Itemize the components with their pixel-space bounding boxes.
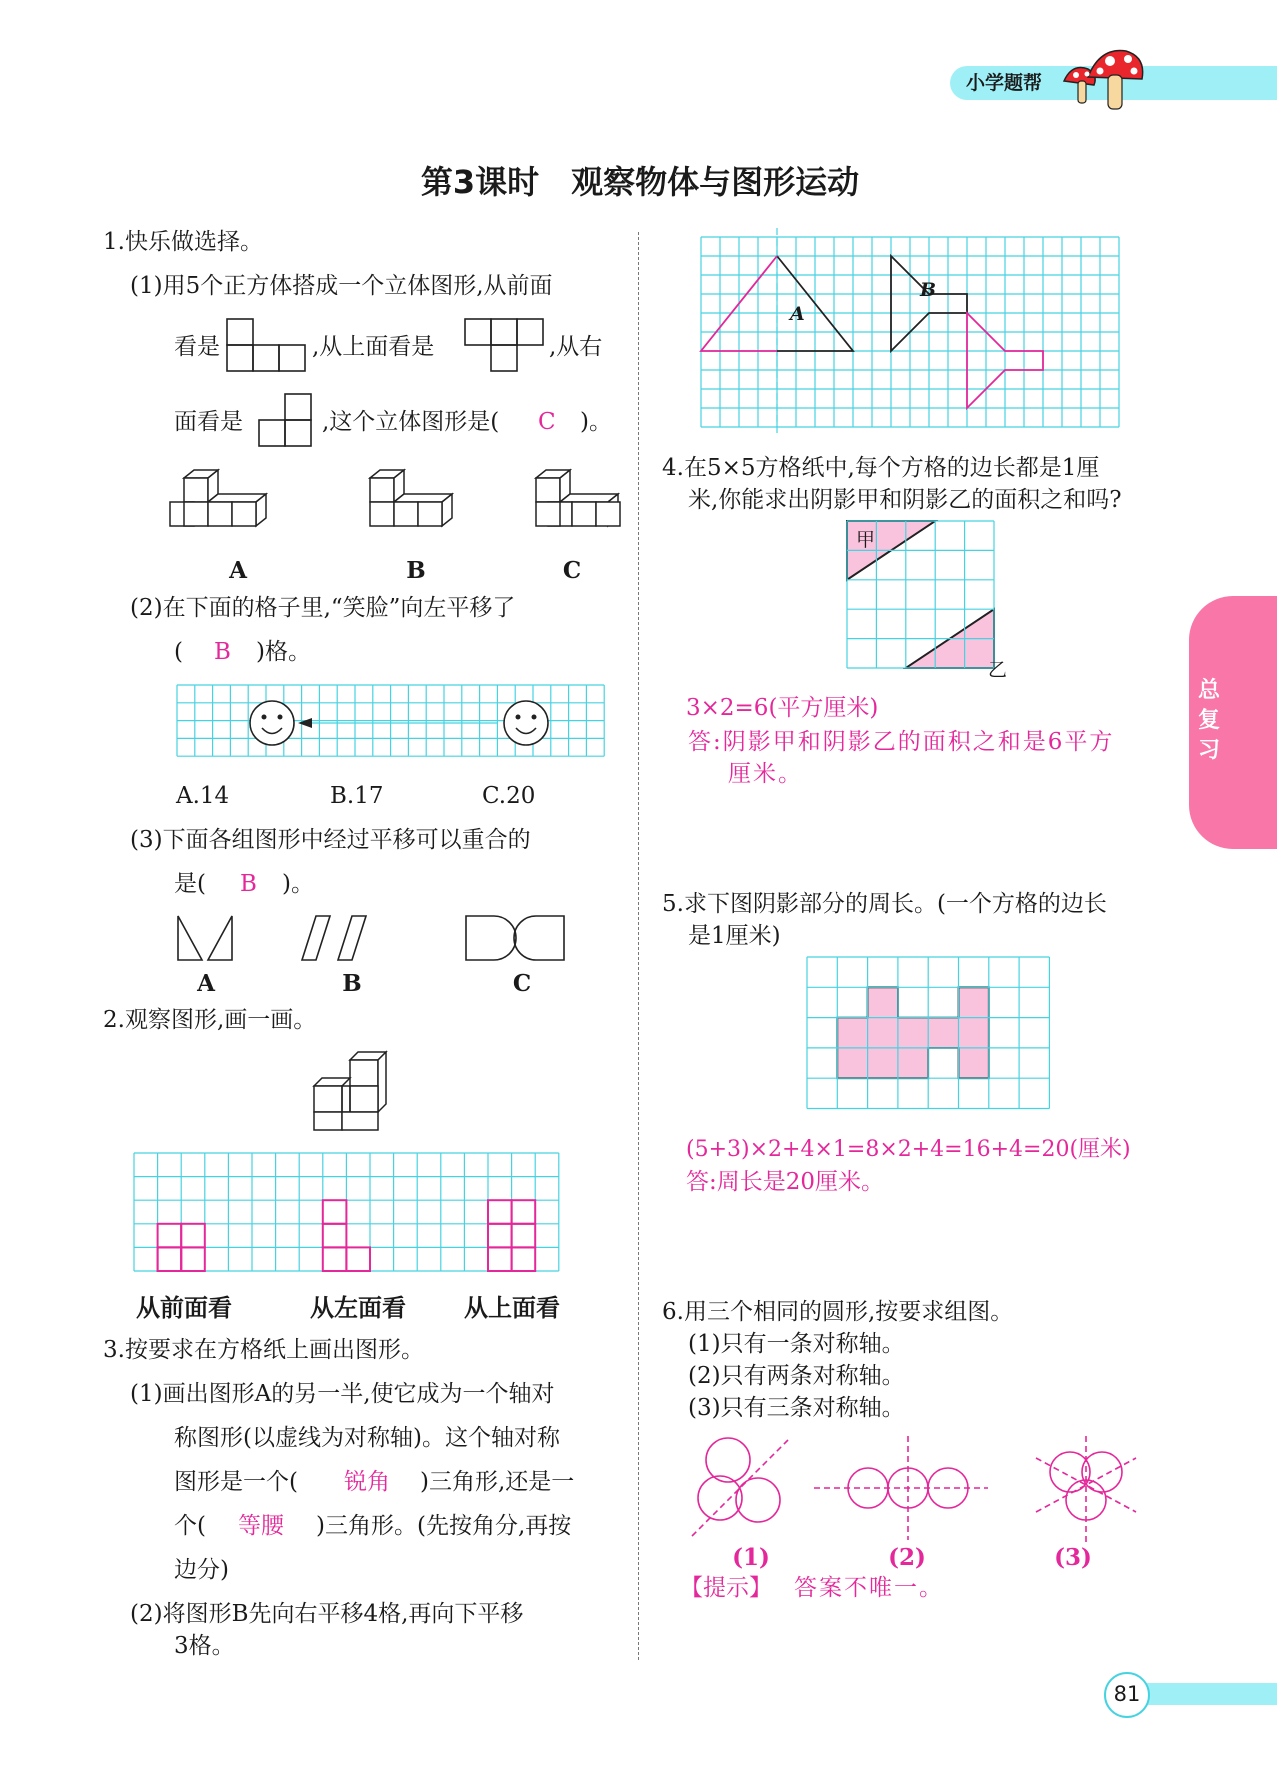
q6-hint-text: 答案不唯一。 bbox=[794, 1575, 944, 1601]
q6-hint-tag: 【提示】 bbox=[680, 1575, 772, 1601]
q1-p1-line3a: 面看是 bbox=[174, 409, 243, 435]
q1-p1-line2a: 看是 bbox=[174, 334, 220, 360]
q4-answer-line2: 厘米。 bbox=[728, 761, 803, 787]
q4-answer-calc: 3×2=6(平方厘米) bbox=[686, 695, 879, 721]
cube-option-b bbox=[368, 468, 472, 540]
q2-grid bbox=[133, 1152, 561, 1286]
cube-label-b: B bbox=[406, 557, 426, 584]
q2-label-front: 从前面看 bbox=[136, 1293, 232, 1322]
q1-p2-choice-a: A.14 bbox=[176, 783, 230, 809]
translation-shapes bbox=[174, 914, 574, 964]
q3-heading: 3.按要求在方格纸上画出图形。 bbox=[103, 1337, 424, 1363]
cube-option-c bbox=[534, 468, 638, 540]
smiley-grid bbox=[176, 684, 604, 762]
q1-p2-choice-c: C.20 bbox=[482, 783, 536, 809]
q1-p2-line2b: )格。 bbox=[256, 639, 311, 665]
page-number-band bbox=[1130, 1683, 1277, 1705]
q1-p2-choice-b: B.17 bbox=[330, 783, 384, 809]
smiley-face-1 bbox=[250, 701, 294, 745]
q2-cube-figure bbox=[312, 1052, 392, 1132]
mushroom-icon bbox=[1060, 45, 1150, 115]
q2-answer-drawings bbox=[158, 1200, 536, 1271]
q6-label-2: (2) bbox=[888, 1544, 926, 1571]
column-divider bbox=[638, 232, 639, 1660]
q1-p2-line2a: ( bbox=[174, 639, 183, 665]
q3-p1-line1: (1)画出图形A的另一半,使它成为一个轴对 bbox=[130, 1381, 555, 1407]
brand-label: 小学题帮 bbox=[966, 72, 1043, 94]
q6-label-3: (3) bbox=[1054, 1544, 1092, 1571]
q6-label-1: (1) bbox=[732, 1544, 770, 1571]
q2-label-top: 从上面看 bbox=[464, 1293, 560, 1322]
q3-p2-line1: (2)将图形B先向右平移4格,再向下平移 bbox=[130, 1601, 524, 1627]
cube-option-a bbox=[174, 468, 278, 540]
q3-p1-line5: 边分) bbox=[174, 1557, 229, 1583]
q6-line4: (3)只有三条对称轴。 bbox=[688, 1395, 905, 1421]
q2-label-left: 从左面看 bbox=[310, 1293, 406, 1322]
q1-p3-line2b: )。 bbox=[282, 871, 314, 897]
q1-p3-line1: (3)下面各组图形中经过平移可以重合的 bbox=[130, 827, 531, 853]
q3-p1-line4b: )三角形。(先按角分,再按 bbox=[316, 1513, 572, 1539]
page-number: 81 bbox=[1113, 1682, 1141, 1706]
q1-p3-answer: B bbox=[240, 871, 257, 897]
q4-line1: 4.在5×5方格纸中,每个方格的边长都是1厘 bbox=[662, 455, 1100, 481]
shape-label-a: A bbox=[197, 970, 215, 997]
front-view-figure bbox=[226, 318, 308, 373]
q1-p1-answer: C bbox=[538, 409, 556, 435]
smiley-face-2 bbox=[504, 701, 548, 745]
q3-label-b: B bbox=[920, 279, 937, 301]
q2-heading: 2.观察图形,画一画。 bbox=[103, 1007, 317, 1033]
shape-label-b: B bbox=[342, 970, 362, 997]
q3-p1-answer2: 等腰 bbox=[238, 1513, 284, 1539]
q3-p2-line2: 3格。 bbox=[174, 1633, 235, 1659]
q3-p1-line3b: )三角形,还是一 bbox=[420, 1469, 575, 1495]
q3-p1-line3a: 图形是一个( bbox=[174, 1469, 298, 1495]
q1-p1-line1: (1)用5个正方体搭成一个立体图形,从前面 bbox=[130, 273, 553, 299]
q3-p1-line2: 称图形(以虚线为对称轴)。这个轴对称 bbox=[174, 1425, 560, 1451]
q1-p1-line2c: ,从右 bbox=[549, 334, 603, 360]
q1-p1-line3c: )。 bbox=[580, 409, 612, 435]
q5-answer-line: 答:周长是20厘米。 bbox=[686, 1169, 885, 1195]
q6-line2: (1)只有一条对称轴。 bbox=[688, 1331, 905, 1357]
q1-p2-answer: B bbox=[214, 639, 231, 665]
q1-p2-line1: (2)在下面的格子里,“笑脸”向左平移了 bbox=[130, 595, 516, 621]
q6-line1: 6.用三个相同的圆形,按要求组图。 bbox=[662, 1299, 1014, 1325]
shape-label-c: C bbox=[512, 970, 532, 997]
q3-grid bbox=[700, 236, 1134, 442]
q5-grid bbox=[806, 956, 1050, 1130]
q4-line2: 米,你能求出阴影甲和阴影乙的面积之和吗? bbox=[688, 487, 1122, 513]
q6-circle-figures bbox=[684, 1432, 1154, 1544]
side-tab-label: 总复习 bbox=[1198, 678, 1221, 763]
q5-answer-calc: (5+3)×2+4×1=8×2+4=16+4=20(厘米) bbox=[686, 1137, 1131, 1162]
q5-line1: 5.求下图阴影部分的周长。(一个方格的边长 bbox=[662, 891, 1107, 917]
q1-p3-line2a: 是( bbox=[174, 871, 206, 897]
page-title: 第3课时 观察物体与图形运动 bbox=[420, 163, 860, 201]
q1-p1-line3b: ,这个立体图形是( bbox=[322, 409, 500, 435]
q3-label-a: A bbox=[790, 303, 805, 325]
q5-line2: 是1厘米) bbox=[688, 923, 781, 949]
q3-p1-answer1: 锐角 bbox=[344, 1469, 390, 1495]
left-arrow bbox=[298, 718, 498, 728]
q1-heading: 1.快乐做选择。 bbox=[103, 229, 263, 255]
q4-answer-line1: 答:阴影甲和阴影乙的面积之和是6平方 bbox=[688, 729, 1115, 755]
cube-label-a: A bbox=[229, 557, 247, 584]
q5-shaded-shape bbox=[837, 987, 989, 1078]
q3-p1-line4a: 个( bbox=[174, 1513, 206, 1539]
top-view-figure bbox=[464, 318, 546, 373]
cube-label-c: C bbox=[562, 557, 582, 584]
q4-label-yi: 乙 bbox=[988, 659, 1008, 681]
q6-line3: (2)只有两条对称轴。 bbox=[688, 1363, 905, 1389]
q1-p1-line2b: ,从上面看是 bbox=[312, 334, 435, 360]
q4-label-jia: 甲 bbox=[856, 529, 876, 551]
right-view-figure bbox=[258, 393, 316, 448]
